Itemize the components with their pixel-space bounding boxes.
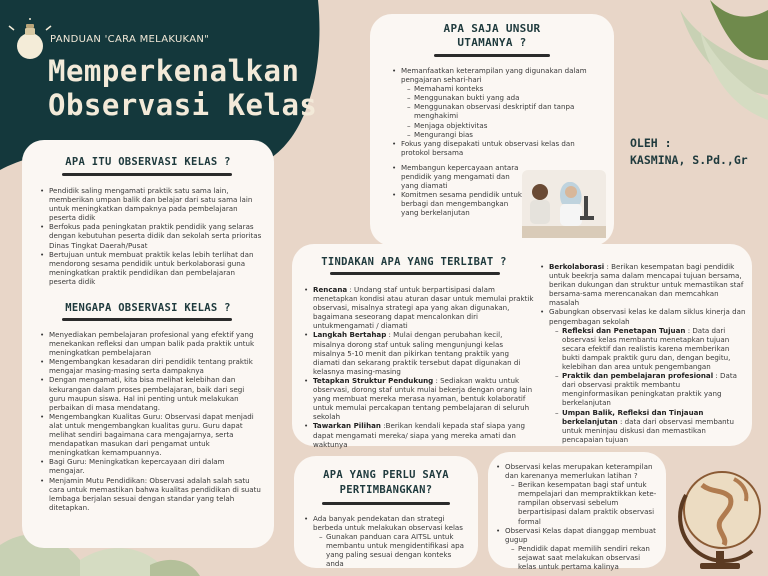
- description: : Mulai dengan perubahan kecil, misalnya dorong staf untuk saling mengunjungi kelas misalnya 5-10 menit dan pikirkan tentang praktik yang diamati dan sekarang praktik tersebut dapat digunakan di kelasnya masing-masing: [313, 330, 521, 376]
- list-item: [540, 262, 746, 307]
- unsur-list-top: [392, 66, 602, 157]
- term: Praktik dan pembelajaran profesional: [562, 371, 714, 381]
- list-item: • Bagi Guru: Meningkatkan kepercayaan diri dalam mengajar.: [40, 457, 262, 475]
- list-item: [304, 514, 470, 569]
- unsur-item-1: Memanfaatkan keterampilan yang digunakan dalam pengajaran sehari-hari: [401, 66, 587, 85]
- sub-item: – Berikan kesempatan bagi staf untuk mempelajari dan mempraktikkan kete-rampilan observasi sebelum berpartisipasi dalam praktik observasi formal: [511, 480, 660, 525]
- kolaborasi-item-2: Gabungkan observasi kelas ke dalam siklus kinerja dan pengembagan sekolah: [549, 307, 746, 326]
- author-label: OLEH :: [630, 136, 672, 150]
- description: : Berikan kesempatan bagi pendidik untuk beekrja sama dalam mencapai tujuan bersama, berikan dukungan dan struktur untuk memastikan staf bersama-sama merencanakan dan memcahkan masalah: [549, 262, 744, 308]
- list-item: [304, 285, 534, 330]
- sub-item: – Menggunakan bukti yang ada: [407, 93, 602, 102]
- globe-icon: [672, 455, 768, 576]
- description: : Data dari observasi kelas membantu menetapkan tujuan secara efektif dan realistis karena memberikan bukti dampak praktik guru dan, dengan begitu, kelebihan dan area untuk pengembangan: [562, 325, 731, 372]
- students-photo: [522, 170, 606, 238]
- term: Umpan Balik, Refleksi dan Tinjauan berkelanjutan: [562, 407, 704, 426]
- sub-item: – Mengurangi bias: [407, 130, 602, 139]
- guide-subtitle: PANDUAN 'CARA MELAKUKAN": [50, 34, 210, 45]
- pertimbangkan-item-1: Ada banyak pendekatan dan strategi berbeda untuk melakukan observasi kelas: [313, 514, 463, 533]
- mengapa-underline: [62, 318, 232, 321]
- pertimbangkan-title-line-2: PERTIMBANGKAN?: [339, 484, 433, 496]
- list-item: • Mengembangkan Kualitas Guru: Observasi dapat menjadi alat untuk mengembangkan kualitas guru. Guru dapat melihat sendiri bagaimana cara mengajarnya, serta mendapatkan masukan dari pengamat untuk meningkatkan kemampuannya.: [40, 412, 262, 457]
- list-item: • Komitmen sesama pendidik untuk berbagi dan mengembangkan yang berkelanjutan: [392, 190, 526, 217]
- list-item: [304, 330, 534, 375]
- tindakan-title: TINDAKAN APA YANG TERLIBAT ?: [321, 256, 507, 268]
- pertimbangkan-underline: [322, 502, 450, 505]
- description: :Berikan kendali kepada staf siapa yang dapat mengamati mereka/ siapa yang mereka amati dan waktunya: [313, 421, 525, 449]
- list-item: • Bertujuan untuk membuat praktik kelas lebih terlihat dan mendorong sesama pendidik untuk berkolaborasi guna meningkatkan praktik pendidikan dan pembelajaran peserta didik: [40, 250, 262, 286]
- leaf-decoration: [640, 0, 768, 120]
- description: : Undang staf untuk berpartisipasi dalam menetapkan kondisi atau aturan dasar untuk memulai praktik observasi, misalnya strategi apa yang akan digunakan, bagaimana seseorang dapat mencalonkan diri untukmengamati / diamati: [313, 285, 534, 331]
- list-item: • Menyediakan pembelajaran profesional yang efektif yang menekankan refleksi dan umpan balik pada praktik untuk meningkatkan pembelajaran: [40, 330, 262, 357]
- list-item: [304, 421, 534, 448]
- term: Berkolaborasi: [549, 262, 605, 271]
- sub-item: [555, 408, 746, 444]
- sub-item: – Menggunakan observasi deskriptif dan tanpa menghakimi: [407, 102, 602, 120]
- term: Tawarkan Pilihan: [313, 421, 381, 431]
- apa-itu-underline: [62, 173, 232, 176]
- list-item: • Pendidik saling mengamati praktik satu sama lain, memberikan umpan balik dan belajar dari satu sama lain untuk meningkatkan dampaknya pada pembelajaran peserta didik: [40, 186, 262, 222]
- unsur-list-bottom: [392, 163, 526, 218]
- term: Langkah Bertahap: [313, 330, 387, 340]
- unsur-title-line-2: UTAMANYA ?: [457, 36, 527, 49]
- page-title-line-2: Observasi Kelas: [48, 88, 318, 122]
- term: Rencana: [313, 285, 348, 294]
- sub-item: [555, 371, 746, 407]
- term: Tetapkan Struktur Pendukung: [313, 375, 434, 385]
- term: Refleksi dan Penetapan Tujuan: [562, 325, 686, 335]
- apa-itu-title: APA ITU OBSERVASI KELAS ?: [65, 156, 231, 168]
- unsur-underline: [434, 54, 550, 57]
- sub-item: – Memahami konteks: [407, 84, 602, 93]
- list-item: • Mengembangkan kesadaran diri pendidik tentang praktik mengajar masing-masing serta dampaknya: [40, 357, 262, 375]
- author-name: KASMINA, S.Pd.,Gr: [630, 153, 748, 167]
- sub-item: – Menjaga objektivitas: [407, 121, 602, 130]
- sub-item: – Pendidik dapat memilih sendiri rekan sejawat saat melakukan observasi kelas untuk pertama kalinya: [511, 544, 660, 571]
- list-item: • Membangun kepercayaan antara pendidik yang mengamati dan yang diamati: [392, 163, 526, 190]
- latihan-list: [496, 462, 660, 571]
- list-item: • Berfokus pada peningkatan praktik pendidik yang selaras dengan kebutuhan peserta didik dan sekolah serta prioritas Dinas Tingkat Daerah/Pusat: [40, 222, 262, 249]
- list-item: [496, 526, 660, 571]
- latihan-item-2: Observasi Kelas dapat dianggap membuat gugup: [505, 525, 656, 544]
- tindakan-list: [304, 285, 534, 449]
- unsur-title-line-1: APA SAJA UNSUR: [443, 22, 541, 35]
- list-item: [304, 376, 534, 421]
- list-item: • Dengan mengamati, kita bisa melihat kelebihan dan kekurangan dalam proses pembelajaran, baik dari segi guru maupun siswa. Hal ini penting untuk melakukan perbaikan di masa mendatang.: [40, 375, 262, 411]
- list-item: [392, 66, 602, 139]
- lightbulb-icon: [6, 18, 52, 68]
- pertimbangkan-list: [304, 514, 470, 569]
- tindakan-underline: [330, 272, 500, 275]
- list-item: [540, 307, 746, 443]
- list-item: • Menjamin Mutu Pendidikan: Observasi adalah salah satu cara untuk memastikan bahwa kualitas pendidikan di suatu lembaga berjalan sesuai dengan standar yang telah ditetapkan.: [40, 476, 262, 512]
- mengapa-list: [40, 330, 262, 512]
- sub-item: – Gunakan panduan cara AITSL untuk membantu untuk mengidentifikasi apa yang paling sesuai dengan konteks anda: [319, 532, 470, 568]
- description: : data dari observasi membantu untuk meninjau diskusi dan memastikan pencapaian tujuan: [562, 416, 734, 444]
- apa-itu-list: [40, 186, 262, 286]
- description: : Sediakan waktu untuk observasi, dorong staf untuk mulai bekerja dengan orang lain yang membuat mereka merasa nyaman, bentuk kolaboratif untuk memulai percakapan tentang pembelajaran di seluruh sekolah: [313, 375, 533, 422]
- page-title-line-1: Memperkenalkan: [48, 54, 300, 88]
- description: : Data dari observasi praktik membantu menginformasikan peningkatan praktik yang berkelanjutan: [562, 371, 737, 408]
- kolaborasi-list: [540, 262, 746, 444]
- list-item: • Fokus yang disepakati untuk observasi kelas dan protokol bersama: [392, 139, 602, 157]
- mengapa-title: MENGAPA OBSERVASI KELAS ?: [65, 302, 231, 314]
- latihan-item-1: Observasi kelas merupakan keterampilan dan karenanya memerlukan latihan ?: [505, 462, 653, 481]
- sub-item: [555, 326, 746, 371]
- pertimbangkan-title-line-1: APA YANG PERLU SAYA: [323, 469, 449, 481]
- list-item: [496, 462, 660, 526]
